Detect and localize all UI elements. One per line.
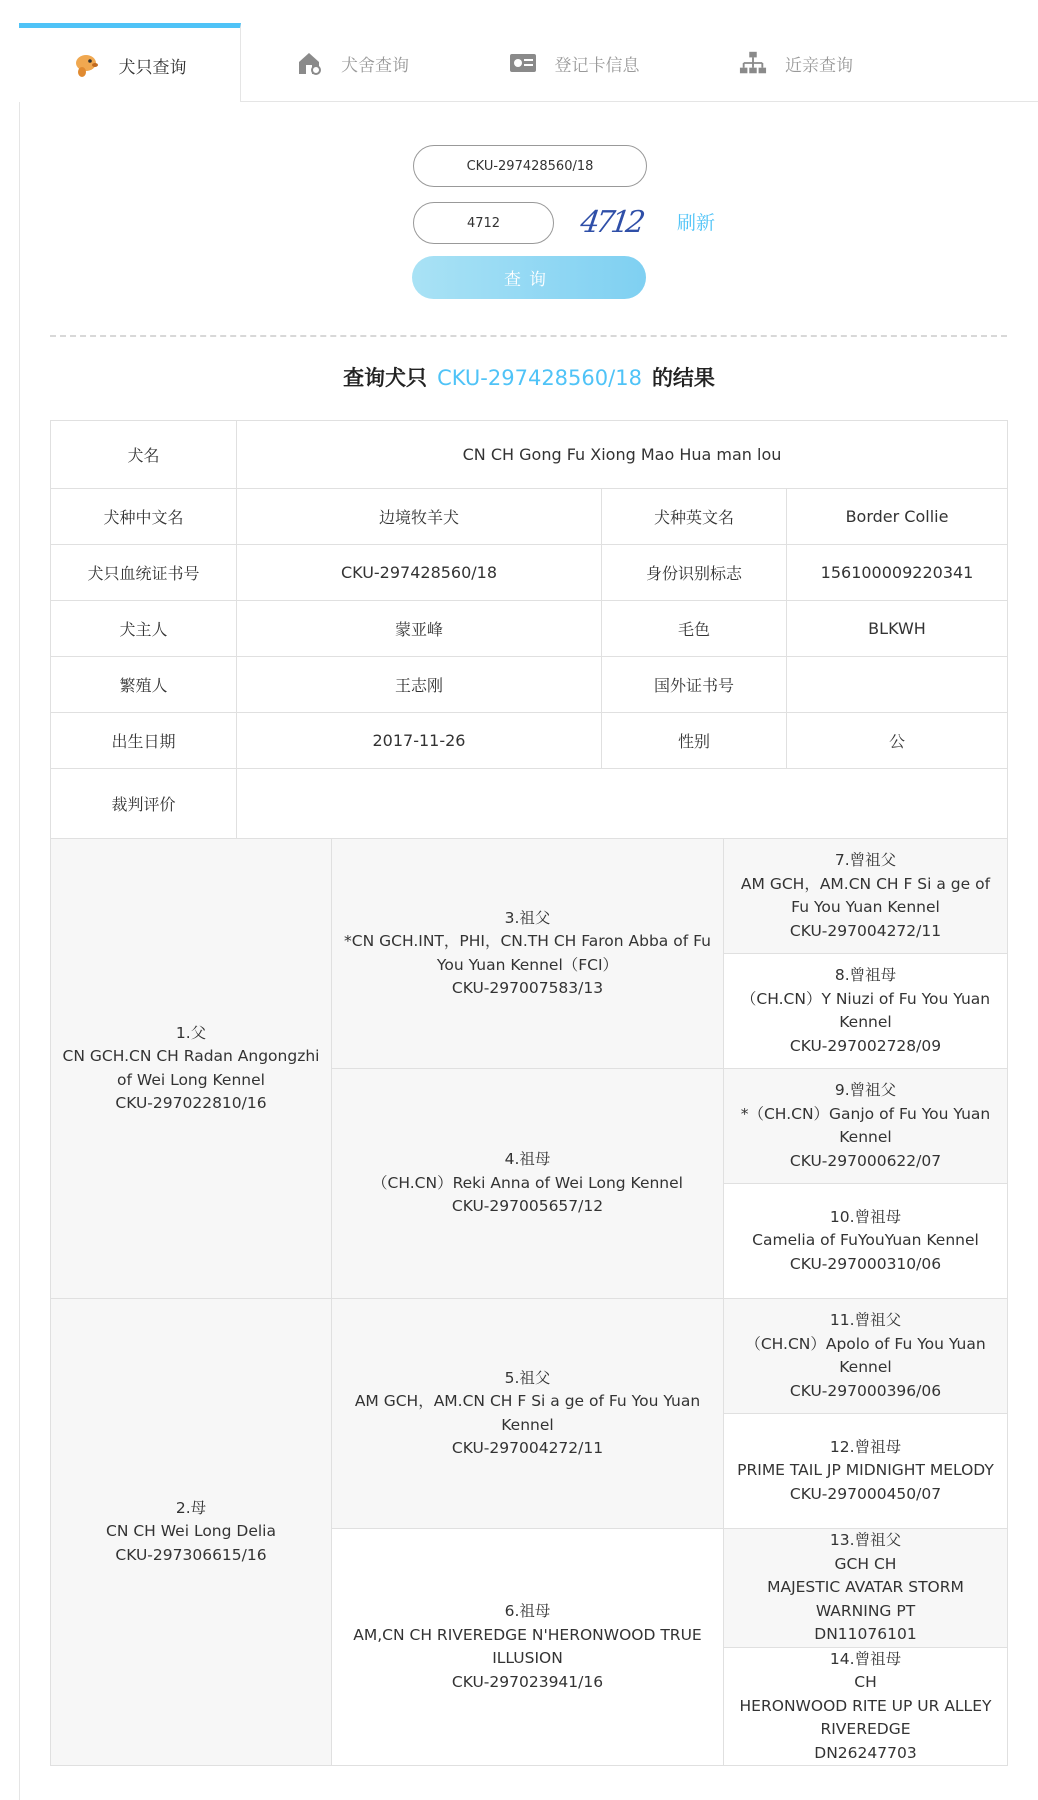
- pedigree-line: You Yuan Kennel（FCI）: [436, 955, 619, 974]
- pedigree-position-label: 6.祖母: [504, 1602, 551, 1620]
- pedigree-line: AM GCH，AM.CN CH F Si a ge of Fu You Yuan: [354, 1392, 701, 1410]
- pedigree-table: [50, 838, 1008, 1766]
- value-pedigree-no: CKU-297428560/18: [237, 545, 602, 601]
- pedigree-ggdam-8: [724, 954, 1008, 1069]
- value-id-mark: 156100009220341: [787, 545, 1008, 601]
- pedigree-line: ILLUSION: [492, 1649, 563, 1667]
- tab-label: 近亲查询: [785, 55, 853, 76]
- result-title-prefix: 查询犬只: [343, 366, 428, 390]
- pedigree-line: CKU-297005657/12: [451, 1197, 604, 1216]
- pedigree-sire: [51, 839, 332, 1299]
- pedigree-maternal-granddam: [332, 1529, 724, 1766]
- pedigree-line: （CH.CN）Apolo of Fu You Yuan: [745, 1334, 986, 1353]
- tab-inbreeding-search[interactable]: [685, 24, 907, 102]
- tab-registration-card[interactable]: [463, 24, 685, 102]
- pedigree-position-label: 3.祖父: [504, 908, 551, 927]
- value-owner: 蒙亚峰: [237, 601, 602, 657]
- pedigree-position-label: 10.曾祖母: [829, 1207, 902, 1226]
- value-sex: 公: [787, 713, 1008, 769]
- pedigree-line: AM,CN CH RIVEREDGE N'HERONWOOD TRUE: [353, 1625, 702, 1644]
- value-judge-review: [237, 769, 1008, 839]
- pedigree-line: Kennel: [501, 1415, 554, 1434]
- label-owner: 犬主人: [51, 601, 237, 657]
- label-breeder: 繁殖人: [51, 657, 237, 713]
- query-button[interactable]: 查询: [412, 256, 646, 299]
- pedigree-ggdam-14: [724, 1647, 1008, 1766]
- pedigree-ggsire-7: [724, 839, 1008, 954]
- pedigree-line: CKU-297000396/06: [789, 1381, 942, 1400]
- tab-dog-search[interactable]: [19, 23, 241, 102]
- pedigree-ggsire-11: [724, 1299, 1008, 1414]
- dog-info-table: [50, 420, 1008, 839]
- pedigree-position-label: 8.曾祖母: [834, 966, 897, 984]
- pedigree-line: *CN GCH.INT，PHI，CN.TH CH Faron Abba of Fu: [344, 932, 711, 950]
- pedigree-maternal-grandsire: [332, 1299, 724, 1529]
- pedigree-line: CKU-297022810/16: [115, 1094, 267, 1112]
- pedigree-paternal-grandsire: [332, 839, 724, 1069]
- pedigree-line: CKU-297000450/07: [789, 1484, 942, 1503]
- pedigree-position-label: 11.曾祖父: [829, 1311, 902, 1329]
- pedigree-position-label: 5.祖父: [504, 1368, 551, 1387]
- label-foreign-cert: 国外证书号: [602, 657, 787, 713]
- pedigree-position-label: 2.母: [175, 1498, 207, 1517]
- tab-label: 登记卡信息: [554, 55, 640, 76]
- value-breeder: 王志刚: [237, 657, 602, 713]
- pedigree-line: AM GCH，AM.CN CH F Si a ge of: [740, 874, 991, 893]
- label-breed-cn: 犬种中文名: [51, 489, 237, 545]
- pedigree-line: CKU-297000622/07: [789, 1151, 942, 1170]
- pedigree-position-label: 9.曾祖父: [834, 1081, 897, 1099]
- pedigree-line: Kennel: [839, 1128, 892, 1146]
- result-title-suffix: 的结果: [651, 366, 715, 390]
- tab-bar: [19, 24, 1038, 102]
- label-dog-name: 犬名: [51, 421, 237, 489]
- label-id-mark: 身份识别标志: [602, 545, 787, 601]
- value-foreign-cert: [787, 657, 1008, 713]
- pedigree-ggdam-12: [724, 1414, 1008, 1529]
- dashed-divider: [50, 335, 1007, 337]
- pedigree-line: （CH.CN）Y Niuzi of Fu You Yuan: [740, 989, 991, 1008]
- kennel-icon: [295, 49, 323, 77]
- captcha-input[interactable]: [413, 202, 554, 244]
- pedigree-dam: [51, 1299, 332, 1766]
- id-card-icon: [509, 49, 537, 77]
- pedigree-line: CKU-297306615/16: [115, 1545, 267, 1564]
- pedigree-line: GCH CH: [834, 1554, 897, 1573]
- pedigree-ggsire-13: [724, 1529, 1008, 1648]
- pedigree-position-label: 14.曾祖母: [829, 1649, 902, 1668]
- label-pedigree-no: 犬只血统证书号: [51, 545, 237, 601]
- pedigree-line: WARNING PT: [815, 1601, 916, 1620]
- pedigree-line: of Wei Long Kennel: [117, 1070, 265, 1089]
- pedigree-position-label: 1.父: [175, 1023, 207, 1042]
- tab-label: 犬只查询: [118, 57, 187, 78]
- pedigree-position-label: 12.曾祖母: [829, 1437, 902, 1456]
- label-judge-review: 裁判评价: [51, 769, 237, 839]
- value-breed-en: Border Collie: [787, 489, 1008, 545]
- pedigree-line: MAJESTIC AVATAR STORM: [767, 1578, 964, 1596]
- label-birth-date: 出生日期: [51, 713, 237, 769]
- pedigree-line: Fu You Yuan Kennel: [791, 898, 940, 916]
- pedigree-line: CKU-297004272/11: [451, 1439, 604, 1457]
- pedigree-line: CKU-297023941/16: [451, 1672, 604, 1691]
- pedigree-line: （CH.CN）Reki Anna of Wei Long Kennel: [372, 1173, 683, 1192]
- pedigree-line: CKU-297002728/09: [789, 1036, 942, 1055]
- refresh-captcha-link[interactable]: 刷新: [677, 212, 716, 234]
- value-dog-name: CN CH Gong Fu Xiong Mao Hua man lou: [237, 421, 1008, 489]
- label-color: 毛色: [602, 601, 787, 657]
- value-breed-cn: 边境牧羊犬: [237, 489, 602, 545]
- pedigree-line: Kennel: [839, 1013, 892, 1031]
- tab-label: 犬舍查询: [341, 55, 409, 76]
- label-sex: 性别: [602, 713, 787, 769]
- pedigree-line: Kennel: [839, 1358, 892, 1376]
- pedigree-paternal-granddam: [332, 1069, 724, 1299]
- pedigree-line: *（CH.CN）Ganjo of Fu You Yuan: [740, 1104, 991, 1123]
- pedigree-ggdam-10: [724, 1184, 1008, 1299]
- pedigree-position-label: 13.曾祖父: [829, 1531, 902, 1549]
- label-breed-en: 犬种英文名: [602, 489, 787, 545]
- value-color: BLKWH: [787, 601, 1008, 657]
- pedigree-ggsire-9: [724, 1069, 1008, 1184]
- registration-number-input[interactable]: [413, 145, 647, 187]
- pedigree-tree-icon: [739, 49, 767, 77]
- captcha-image: 4712: [578, 204, 644, 240]
- pedigree-position-label: 4.祖母: [504, 1150, 551, 1169]
- result-reg-number: CKU-297428560/18: [437, 366, 642, 390]
- pedigree-line: PRIME TAIL JP MIDNIGHT MELODY: [737, 1461, 994, 1480]
- pedigree-line: RIVEREDGE: [820, 1720, 911, 1738]
- dog-icon: [73, 51, 101, 79]
- pedigree-line: CN GCH.CN CH Radan Angongzhi: [62, 1047, 320, 1065]
- tab-kennel-search[interactable]: [241, 24, 463, 102]
- result-title: [0, 362, 1038, 392]
- value-birth-date: 2017-11-26: [237, 713, 602, 769]
- pedigree-line: HERONWOOD RITE UP UR ALLEY: [739, 1696, 992, 1715]
- pedigree-line: Camelia of FuYouYuan Kennel: [752, 1231, 979, 1250]
- pedigree-line: CKU-297007583/13: [451, 979, 604, 997]
- pedigree-position-label: 7.曾祖父: [834, 851, 897, 869]
- pedigree-line: CKU-297000310/06: [789, 1254, 942, 1273]
- pedigree-line: CH: [854, 1673, 877, 1691]
- pedigree-line: DN26247703: [814, 1743, 917, 1762]
- pedigree-line: DN11076101: [814, 1625, 917, 1643]
- pedigree-line: CKU-297004272/11: [789, 921, 942, 940]
- pedigree-line: CN CH Wei Long Delia: [106, 1522, 276, 1541]
